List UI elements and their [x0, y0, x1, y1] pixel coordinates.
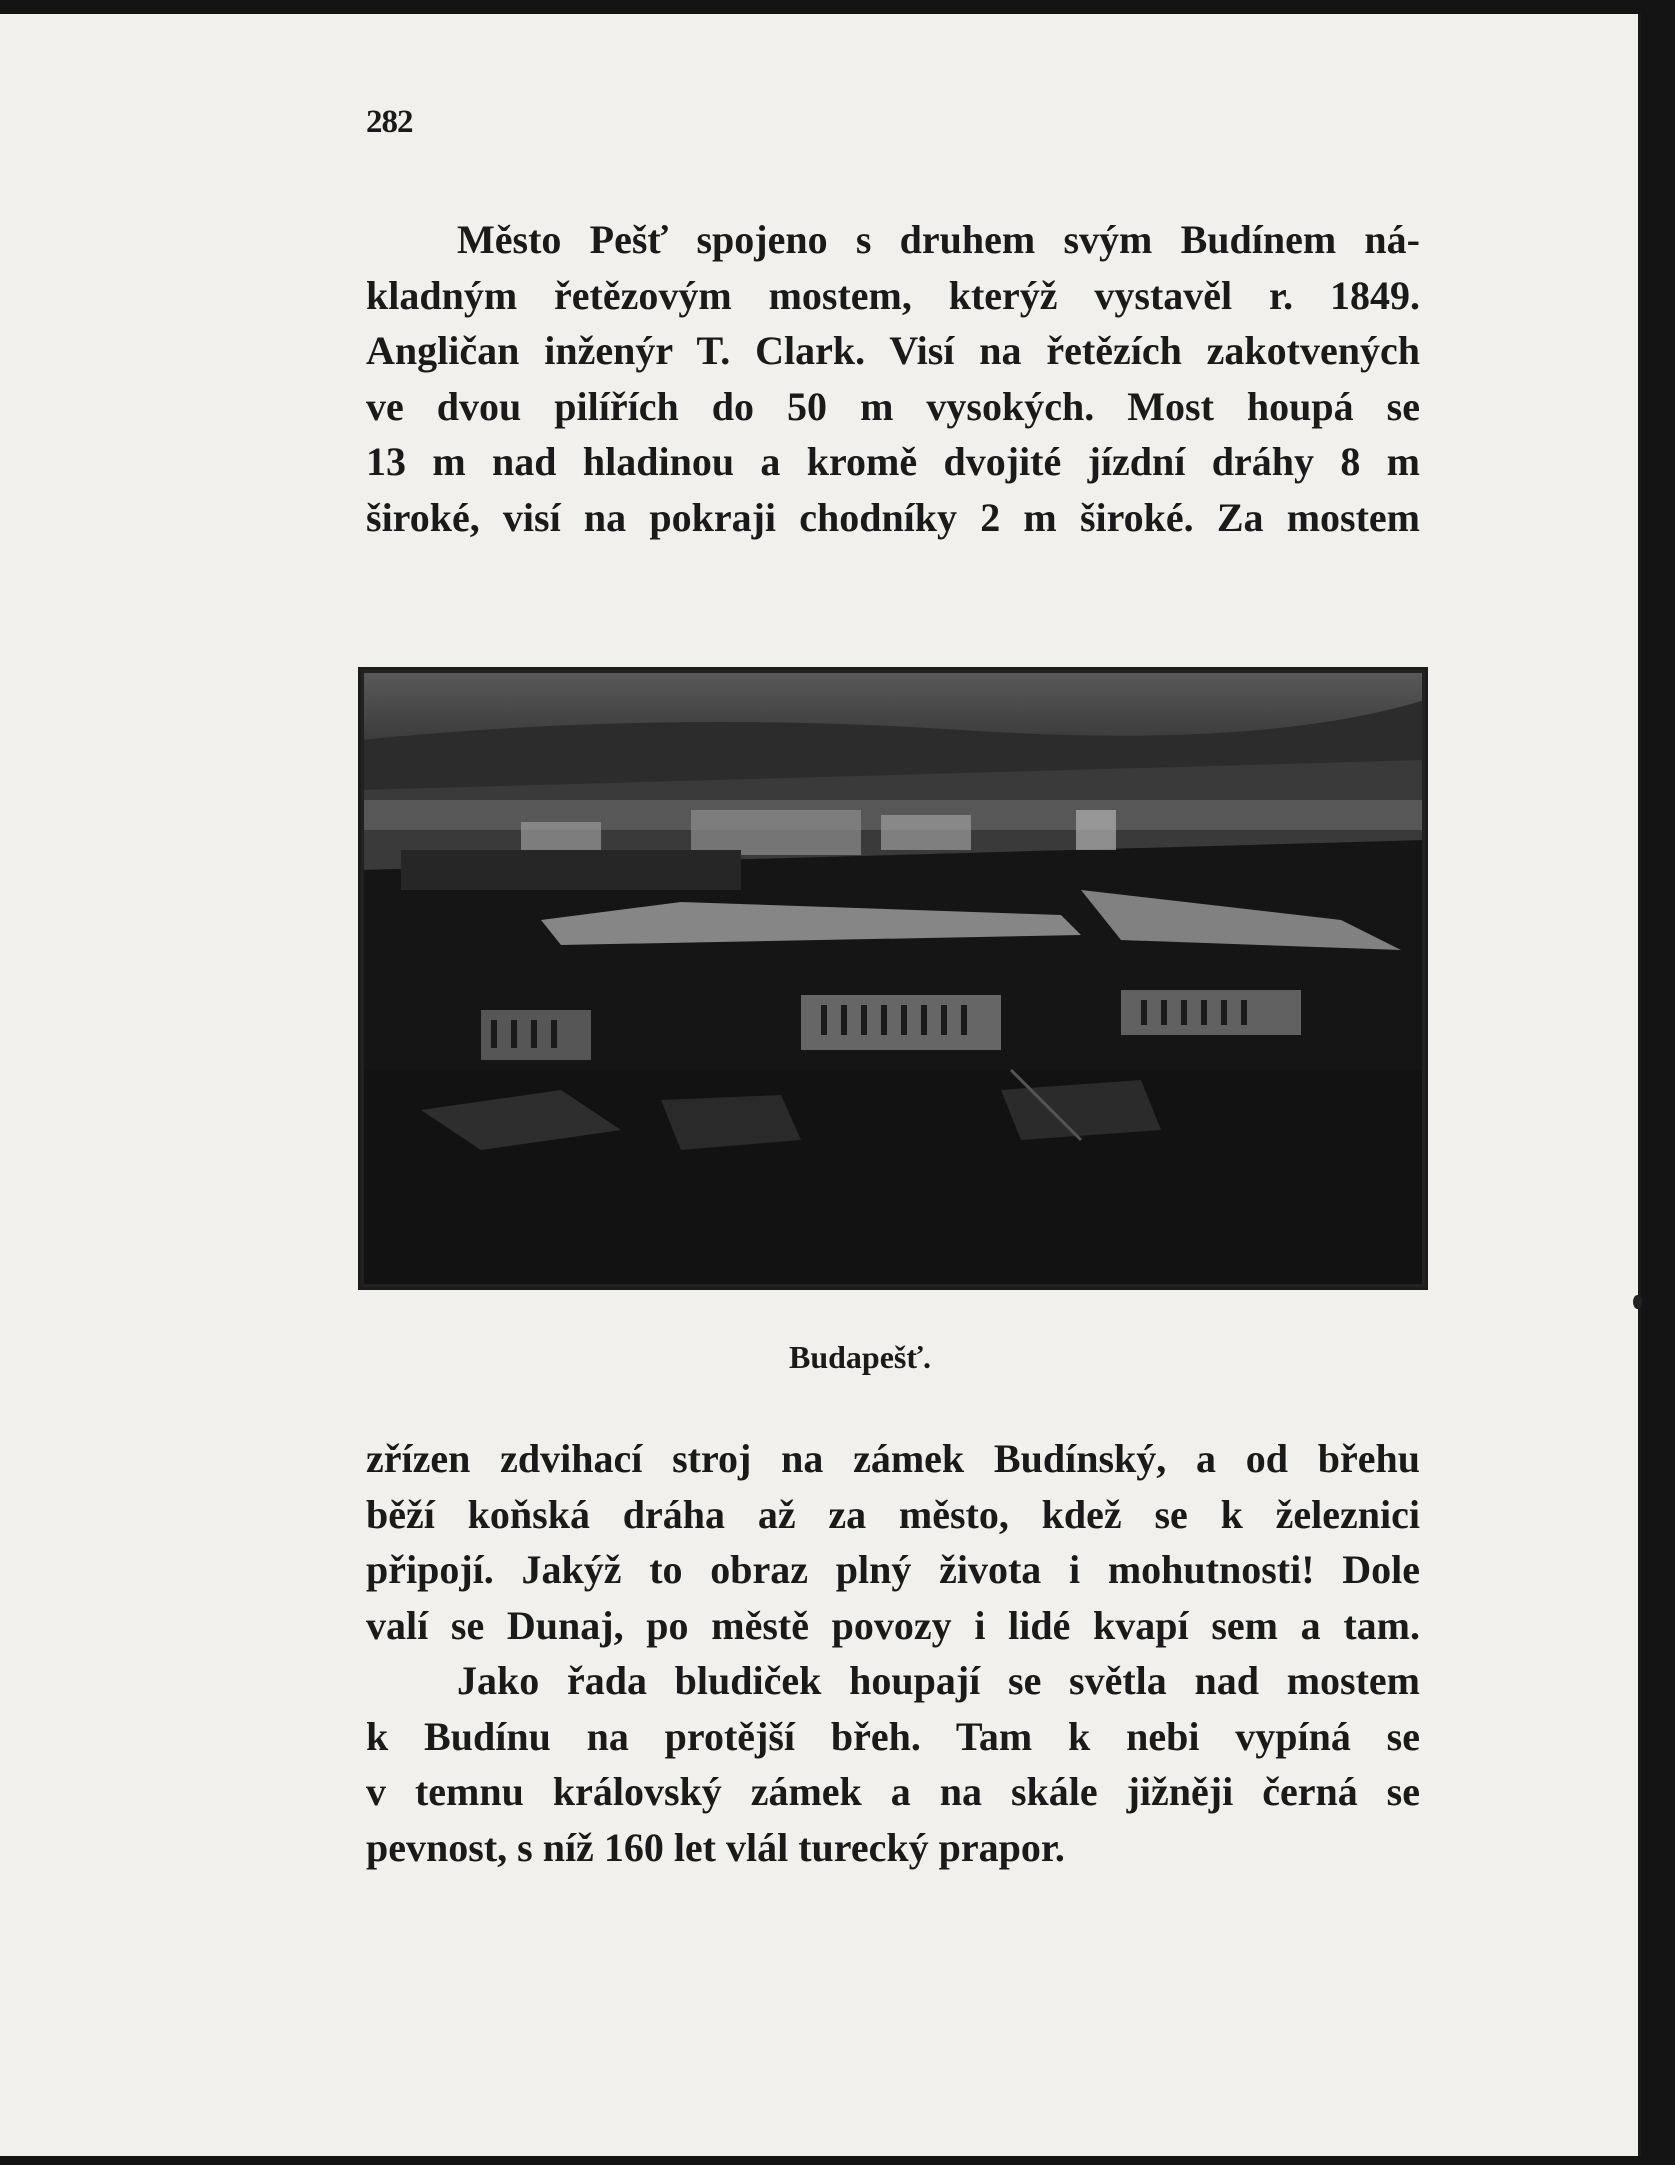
- margin-mark: [1633, 1295, 1642, 1309]
- paragraph-2: [366, 1431, 1420, 1653]
- text-line: 13 m nad hladinou a kromě dvojité jízdní dráhy 8 m: [366, 439, 1420, 484]
- text-line: široké, visí na pokraji chodníky 2 m široké. Za mostem: [366, 494, 1420, 540]
- text-line: zřízen zdvihací stroj na zámek Budínský, a od břehu: [366, 1436, 1420, 1481]
- paragraph-3: [366, 1653, 1420, 1875]
- paragraph-1: [366, 212, 1420, 545]
- photo-illustration: [361, 670, 1425, 1287]
- page-edge-rule: [1638, 14, 1641, 2156]
- figure-caption: Budapešť.: [788, 1339, 932, 1375]
- text-line: Město Pešť spojeno s druhem svým Budínem ná-: [457, 217, 1420, 262]
- text-line: Angličan inženýr T. Clark. Visí na řetězích zakotvených: [366, 328, 1420, 373]
- text-line: připojí. Jakýž to obraz plný života i mohutnosti! Dole: [366, 1547, 1420, 1592]
- text-line: k Budínu na protější břeh. Tam k nebi vypíná se: [366, 1713, 1420, 1759]
- text-line: v temnu královský zámek a na skále jižněji černá se: [366, 1769, 1420, 1814]
- budapest-photograph: [358, 667, 1428, 1290]
- text-line: pevnost, s níž 160 let vlál turecký prapor.: [366, 1824, 1065, 1870]
- text-line: kladným řetězovým mostem, kterýž vystavěl r. 1849.: [366, 272, 1420, 318]
- text-line: Jako řada bludiček houpají se světla nad mostem: [457, 1658, 1420, 1703]
- text-line: ve dvou pilířích do 50 m vysokých. Most houpá se: [366, 383, 1420, 429]
- text-line: běží koňská dráha až za město, kdež se k železnici: [366, 1491, 1420, 1537]
- text-line: valí se Dunaj, po městě povozy i lidé kvapí sem a tam.: [366, 1602, 1420, 1648]
- page-number: 282: [366, 104, 413, 140]
